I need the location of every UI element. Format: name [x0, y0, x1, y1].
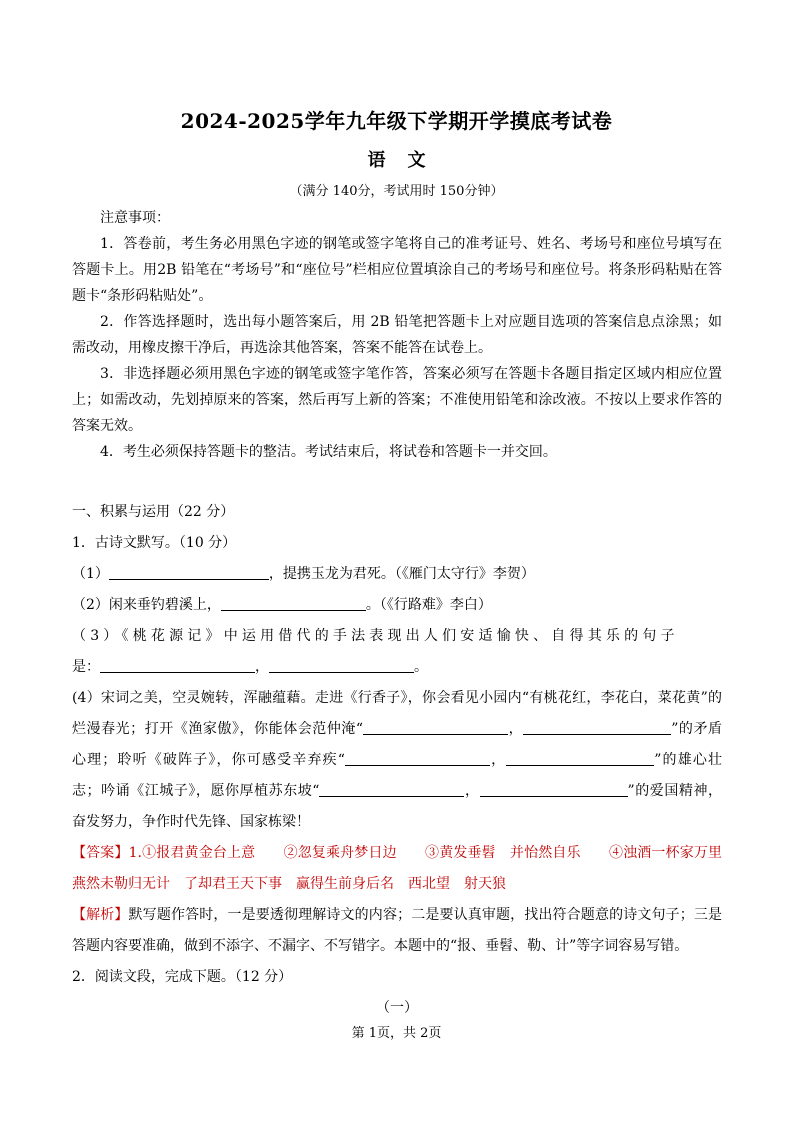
item-text: （2）闲来垂钓碧溪上， — [72, 597, 221, 613]
answer-label: 【答案】 — [72, 845, 129, 861]
passage-part-label: （一） — [376, 1000, 418, 1016]
page-title: 2024-2025学年九年级下学期开学摸底考试卷 — [180, 109, 613, 133]
question-item — [72, 590, 722, 621]
analysis-block — [72, 900, 722, 962]
subject-title: 语文 — [367, 150, 448, 171]
punctuation: 。 — [414, 659, 428, 675]
notice-item: 3．非选择题必须用黑色字迹的钢笔或签字笔作答，答案必须写在答题卡各题目指定区域内相应位置上；如需改动，先划掉原来的答案，然后再写上新的答案；不准使用铅笔和涂改液。不按以上要求作答的答案无效。 — [72, 366, 722, 434]
notice-item: 1．答卷前，考生务必用黑色字迹的钢笔或签字笔将自己的准考证号、姓名、考场号和座位号填写在答题卡上。用2B 铅笔在“考场号”和“座位号”栏相应位置填涂自己的考场号和座位号。将条形码粘贴在答题卡“条形码粘贴处”。 — [72, 236, 722, 304]
punctuation: ， — [464, 783, 480, 799]
punctuation: ， — [508, 721, 524, 737]
analysis-label: 【解析】 — [72, 907, 129, 923]
item-text: 是： — [72, 659, 100, 675]
answer-blank[interactable] — [109, 565, 269, 580]
answer-blank[interactable] — [269, 658, 414, 673]
answer-blank[interactable] — [523, 720, 671, 735]
item-text: 。（《行路难》李白） — [365, 597, 492, 613]
exam-body — [72, 205, 736, 1024]
question-item — [72, 683, 722, 838]
answer-blank[interactable] — [363, 720, 508, 735]
item-text: ”的爱国精神，奋发努力，争作时代先锋、国家栋梁！ — [72, 783, 722, 830]
item-text: ”的雄心壮志；吟诵《江城子》，愿你厚植苏东坡“ — [72, 752, 723, 799]
item-label: （1） — [72, 566, 109, 582]
punctuation: ， — [255, 659, 269, 675]
item-text: ，提携玉龙为君死。（《雁门太守行》李贺） — [268, 566, 535, 582]
answer-block — [72, 838, 736, 900]
notice-heading: 注意事项： — [100, 210, 170, 226]
question-item: （3）《桃花源记》中运用借代的手法表现出人们安适愉快、自得其乐的句子 — [72, 628, 679, 644]
analysis-text: 默写题作答时，一是要透彻理解诗文的内容；二是要认真审题，找出符合题意的诗文句子；三是答题内容要准确，做到不添字、不漏字、不写错字。本题中的“报、垂髫、勒、计”等字词容易写错。 — [72, 907, 723, 954]
answer-blank[interactable] — [480, 782, 628, 797]
question-heading: 2．阅读文段，完成下题。（12 分） — [72, 969, 293, 985]
exam-meta: （满分 140分，考试用时 150分钟） — [289, 184, 504, 199]
question-item — [72, 559, 722, 590]
item-text: ”的矛盾心理；聆听《破阵子》，你可感受辛弃疾“ — [72, 721, 722, 768]
answer-blank[interactable] — [221, 596, 366, 611]
answer-blank[interactable] — [506, 751, 654, 766]
notice-item: 4．考生必须保持答题卡的整洁。考试结束后，将试卷和答题卡一并交回。 — [100, 444, 557, 460]
spacer — [72, 465, 722, 497]
notice-item: 2．作答选择题时，选出每小题答案后，用 2B 铅笔把答题卡上对应题目选项的答案信息点涂黑；如需改动，用橡皮擦干净后，再选涂其他答案，答案不能答在试卷上。 — [72, 314, 722, 356]
question-item — [72, 652, 722, 683]
punctuation: ， — [489, 752, 507, 768]
page-number: 第 1页，共 2页 — [351, 1026, 442, 1041]
question-heading: 1．古诗文默写。（10 分） — [72, 535, 237, 551]
answer-text: 1.①报君黄金台上意 ②忽复乘舟梦日边 ③黄发垂髫 并怡然自乐 ④浊酒一杯家万里 燕然未勒归无计 了却君王天下事 赢得生前身后名 西北望 射天狼 — [72, 845, 736, 892]
item-text: (4）宋词之美，空灵婉转，浑融蕴藉。走进《行香子》，你会看见小园内“有桃花红，李花白，菜花黄”的烂漫春光；打开《渔家傲》，你能体会范仲淹“ — [72, 690, 722, 737]
section-heading: 一、积累与运用（22 分） — [72, 504, 235, 520]
answer-blank[interactable] — [319, 782, 464, 797]
answer-blank[interactable] — [345, 751, 490, 766]
answer-blank[interactable] — [100, 658, 255, 673]
